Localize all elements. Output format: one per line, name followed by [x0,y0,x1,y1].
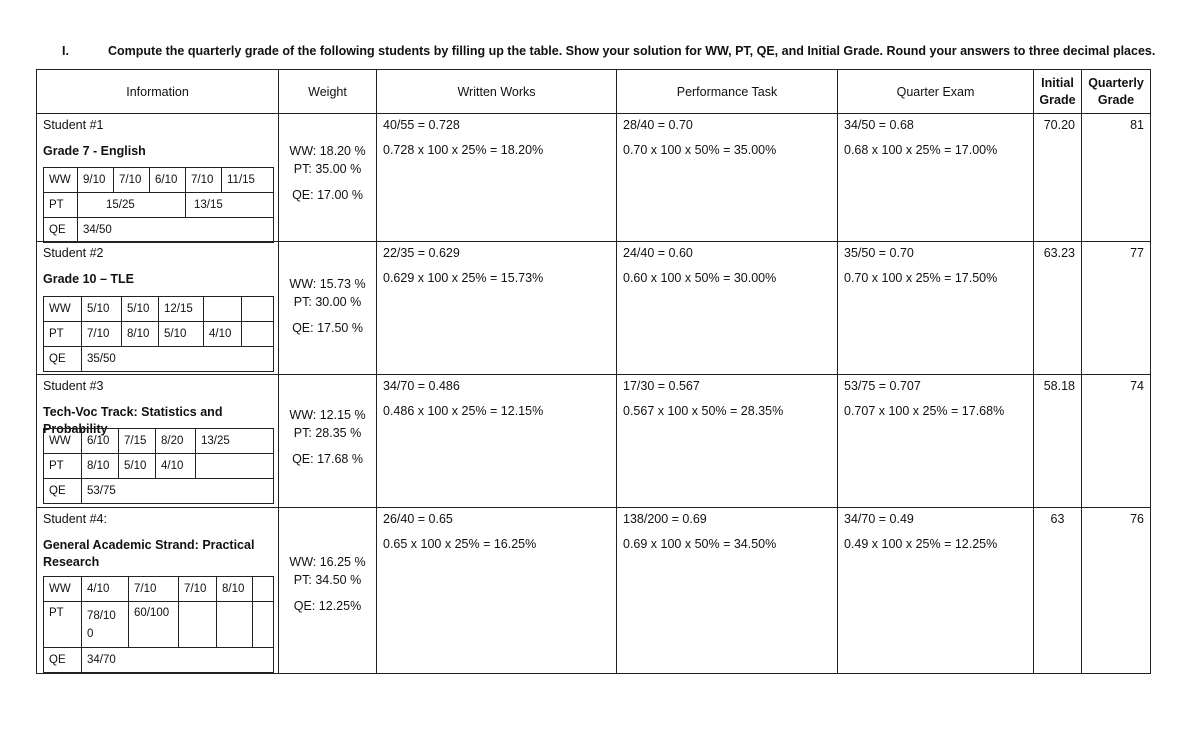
weight-ww: WW: 15.73 % [289,277,366,291]
ww-computation: 40/55 = 0.728 [383,118,460,132]
pt-label: PT [44,602,82,648]
ww-score: 12/15 [159,297,204,322]
initial-grade: 58.18 [1043,379,1075,393]
ww-score: 6/10 [150,168,186,193]
pt-computation: 0.60 x 100 x 50% = 30.00% [623,271,777,285]
ww-computation: 26/40 = 0.65 [383,512,453,526]
qe-label: QE [44,648,82,673]
ww-label: WW [44,429,82,454]
qe-computation: 0.70 x 100 x 25% = 17.50% [844,271,998,285]
weight-qe: QE: 17.00 % [292,188,363,202]
student-name: Student #4: [43,512,107,526]
weight-qe: QE: 17.68 % [292,452,363,466]
pt-score: 60/100 [129,602,179,648]
student-course: General Academic Strand: Practical Research [43,538,255,569]
pt-computation: 0.69 x 100 x 50% = 34.50% [623,537,777,551]
pt-score: 5/10 [159,322,204,347]
pt-score: 15/25 [78,193,186,218]
ww-score: 8/10 [217,577,253,602]
weight-pt: PT: 35.00 % [293,162,362,176]
pt-score: 4/10 [204,322,242,347]
qe-score: 34/70 [82,648,274,673]
ww-score: 13/25 [196,429,274,454]
ww-computation: 34/70 = 0.486 [383,379,460,393]
ww-score [204,297,242,322]
weight-pt: PT: 30.00 % [293,295,362,309]
student-name: Student #3 [43,379,104,393]
pt-score: 4/10 [156,454,196,479]
weight-ww: WW: 16.25 % [289,555,366,569]
pt-score [242,322,274,347]
pt-computation: 0.567 x 100 x 50% = 28.35% [623,404,784,418]
table-row [37,114,1151,242]
scores-mini-table [43,428,274,504]
scores-mini-table [43,576,274,673]
header-information: Information [37,70,279,114]
ww-label: WW [44,577,82,602]
ww-score: 7/10 [114,168,150,193]
ww-computation: 0.629 x 100 x 25% = 15.73% [383,271,544,285]
initial-grade: 63 [1050,512,1065,526]
weight-ww: WW: 18.20 % [289,144,366,158]
quarterly-grade: 81 [1130,118,1144,132]
qe-computation: 0.68 x 100 x 25% = 17.00% [844,143,998,157]
weight-qe: QE: 17.50 % [292,321,363,335]
pt-computation: 0.70 x 100 x 50% = 35.00% [623,143,777,157]
qe-computation: 34/70 = 0.49 [844,512,914,526]
instruction-number: I. [62,44,69,58]
ww-computation: 0.728 x 100 x 25% = 18.20% [383,143,544,157]
pt-score: 5/10 [119,454,156,479]
pt-computation: 17/30 = 0.567 [623,379,700,393]
initial-grade: 63.23 [1043,246,1075,260]
qe-computation: 0.707 x 100 x 25% = 17.68% [844,404,1005,418]
ww-computation: 0.486 x 100 x 25% = 12.15% [383,404,544,418]
header-quarter-exam: Quarter Exam [838,70,1034,114]
scores-mini-table [43,167,274,243]
pt-computation: 138/200 = 0.69 [623,512,707,526]
qe-computation: 35/50 = 0.70 [844,246,914,260]
table-row [37,375,1151,508]
pt-computation: 24/40 = 0.60 [623,246,693,260]
qe-label: QE [44,347,82,372]
ww-label: WW [44,168,78,193]
pt-computation: 28/40 = 0.70 [623,118,693,132]
ww-score [253,577,274,602]
weight-pt: PT: 28.35 % [293,426,362,440]
pt-score [253,602,274,648]
qe-computation: 0.49 x 100 x 25% = 12.25% [844,537,998,551]
initial-grade: 70.20 [1043,118,1075,132]
pt-label: PT [44,193,78,218]
header-written-works: Written Works [377,70,617,114]
header-performance-task: Performance Task [617,70,838,114]
qe-score: 35/50 [82,347,274,372]
ww-score: 4/10 [82,577,129,602]
pt-label: PT [44,322,82,347]
student-course: Grade 10 – TLE [43,272,135,286]
pt-score: 78/10 0 [82,602,129,648]
grades-table [36,69,1151,674]
ww-score: 5/10 [82,297,122,322]
student-name: Student #1 [43,118,104,132]
weight-pt: PT: 34.50 % [293,573,362,587]
ww-score [242,297,274,322]
ww-score: 8/20 [156,429,196,454]
ww-score: 7/15 [119,429,156,454]
header-weight: Weight [279,70,377,114]
ww-score: 6/10 [82,429,119,454]
ww-score: 5/10 [122,297,159,322]
scores-mini-table [43,296,274,372]
ww-score: 7/10 [129,577,179,602]
ww-label: WW [44,297,82,322]
table-row [37,508,1151,674]
ww-score: 7/10 [179,577,217,602]
ww-score: 11/15 [222,168,274,193]
pt-score [179,602,217,648]
ww-computation: 22/35 = 0.629 [383,246,460,260]
instruction-text: Compute the quarterly grade of the following students by filling up the table. Show your solution for WW, PT, QE, and Initial Grade. Round your answers to three decimal places. [108,44,1156,58]
header-row [37,70,1151,114]
weight-ww: WW: 12.15 % [289,408,366,422]
qe-computation: 53/75 = 0.707 [844,379,921,393]
qe-score: 34/50 [78,218,274,243]
header-initial-grade: Initial Grade [1034,70,1082,114]
student-course: Grade 7 - English [43,144,146,158]
table-row [37,242,1151,375]
pt-score: 8/10 [82,454,119,479]
pt-score: 7/10 [82,322,122,347]
ww-computation: 0.65 x 100 x 25% = 16.25% [383,537,537,551]
qe-label: QE [44,218,78,243]
student-course: Tech-Voc Track: Statistics and Probability [43,405,223,436]
qe-computation: 34/50 = 0.68 [844,118,914,132]
pt-score [217,602,253,648]
ww-score: 7/10 [186,168,222,193]
header-quarterly-grade: Quarterly Grade [1082,70,1151,114]
qe-score: 53/75 [82,479,274,504]
quarterly-grade: 77 [1130,246,1144,260]
quarterly-grade: 74 [1130,379,1144,393]
qe-label: QE [44,479,82,504]
student-name: Student #2 [43,246,104,260]
ww-score: 9/10 [78,168,114,193]
quarterly-grade: 76 [1130,512,1144,526]
pt-score: 13/15 [186,193,274,218]
pt-score: 8/10 [122,322,159,347]
pt-label: PT [44,454,82,479]
weight-qe: QE: 12.25% [293,599,362,613]
